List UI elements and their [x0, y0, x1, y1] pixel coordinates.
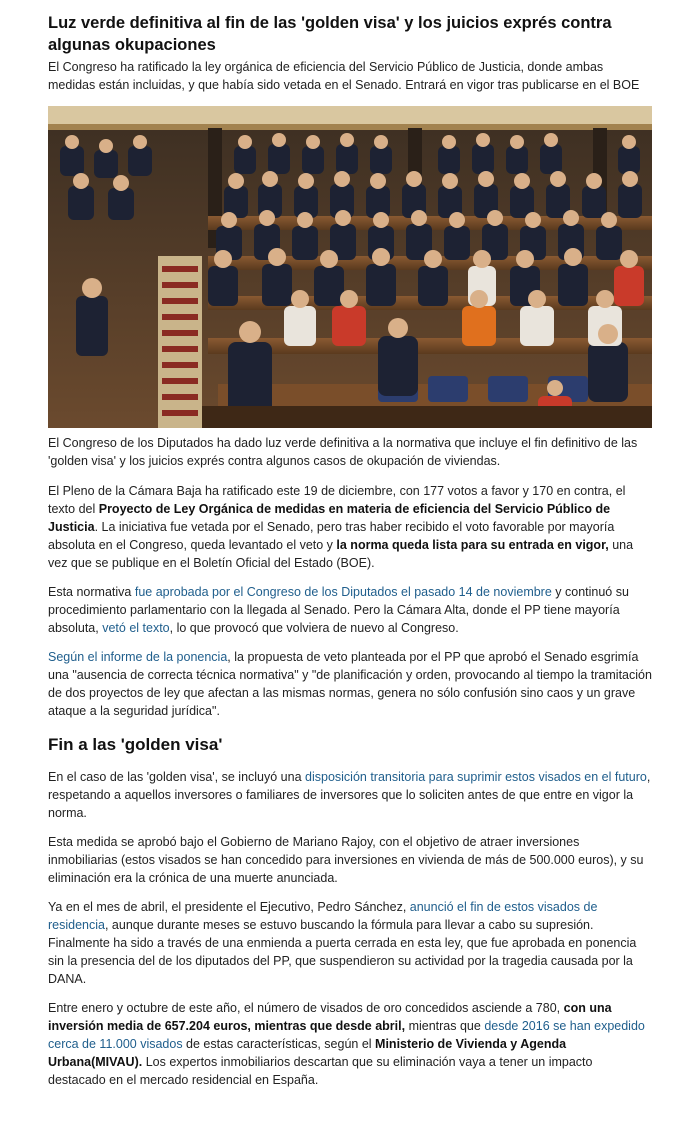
paragraph-1 — [48, 482, 652, 572]
paragraph-2 — [48, 583, 652, 637]
parliament-photo-illustration — [48, 106, 652, 428]
paragraph-4 — [48, 768, 652, 822]
paragraph-6 — [48, 898, 652, 988]
p3-text-1: , la propuesta de veto planteada por el PP que aprobó el Senado esgrimía una "ausencia de correcta técnica normativa" y "de planificación y orden, provocando al tiempo la tramitación de dos proyectos de ley que afectan a las mismas normas, genera no sólo confusión sino caos y un grave ataque a la seguridad jurídica". — [48, 650, 652, 718]
p6-text-1: Ya en el mes de abril, el presidente el Ejecutivo, Pedro Sánchez, — [48, 900, 410, 914]
p7-bold-1: con una inversión media de 657.204 euros, mientras que desde abril, — [48, 1001, 612, 1033]
p4-text-1: En el caso de las 'golden visa', se incluyó una — [48, 770, 306, 784]
article-headline: Luz verde definitiva al fin de las 'golden visa' y los juicios exprés contra algunas okupaciones — [48, 14, 612, 54]
link-disposicion-transitoria[interactable]: disposición transitoria para suprimir estos visados en el futuro — [305, 770, 647, 784]
link-veto-texto[interactable]: vetó el texto — [102, 621, 170, 635]
p1-text-3: una vez que se publique en el Boletín Oficial del Estado (BOE). — [48, 538, 634, 570]
paragraph-5 — [48, 833, 652, 887]
p7-bold-2: Ministerio de Vivienda y Agenda Urbana(MIVAU). — [48, 1037, 567, 1069]
p7-text-1: Entre enero y octubre de este año, el número de visados de oro concedidos asciende a 780, — [48, 1001, 564, 1015]
p5-text-1: Esta medida se aprobó bajo el Gobierno de Mariano Rajoy, con el objetivo de atraer inversiones inmobiliarias (estos visados se han concedido para inversiones en vivienda de más de 500.000 euros), y su eliminación era la crónica de una muerte anunciada. — [48, 835, 644, 885]
p1-text-2: . La iniciativa fue vetada por el Senado, pero tras haber recibido el voto favorable por mayoría absoluta en el Congreso, queda levantado el veto y — [48, 520, 615, 552]
p2-text-2: y continuó su procedimiento parlamentario con la llegada al Senado. Pero la Cámara Alta, donde el PP tiene mayoría absoluta, — [48, 585, 629, 635]
article — [48, 0, 652, 1089]
article-lead: El Congreso ha ratificado la ley orgánica de eficiencia del Servicio Público de Justicia, donde ambas medidas están incluidas, y que había sido vetada en el Senado. Entrará en vigor tras publicarse en el BOE — [48, 60, 640, 92]
p7-text-2: mientras que — [405, 1019, 485, 1033]
p1-bold-1: Proyecto de Ley Orgánica de medidas en materia de eficiencia del Servicio Público de Justicia — [48, 502, 611, 534]
section-title: Fin a las 'golden visa' — [48, 735, 223, 754]
paragraph-7 — [48, 999, 652, 1089]
paragraph-3 — [48, 648, 652, 720]
p1-bold-2: la norma queda lista para su entrada en vigor, — [336, 538, 609, 552]
p7-text-3: de estas características, según el — [182, 1037, 376, 1051]
article-photo — [48, 106, 652, 428]
p1-text-1: El Pleno de la Cámara Baja ha ratificado este 19 de diciembre, con 177 votos a favor y 170 en contra, el texto del — [48, 484, 626, 516]
p6-text-2: , aunque durante meses se estuvo buscando la fórmula para llevar a cabo su supresión. Finalmente ha sido a través de una enmienda a puerta cerrada en esta ley, que fue aprobada en ponencia sin la presencia del de los diputados del PP, que suspendieron su actividad por la tragedia causada por la DANA. — [48, 918, 637, 986]
photo-caption: El Congreso de los Diputados ha dado luz verde definitiva a la normativa que incluye el fin definitivo de las 'golden visa' y los juicios exprés contra algunos casos de okupación de viviendas. — [48, 436, 638, 468]
p2-text-3: , lo que provocó que volviera de nuevo al Congreso. — [169, 621, 459, 635]
p4-text-2: , respetando a aquellos inversores o familiares de inversores que lo soliciten antes de que entre en vigor la norma. — [48, 770, 651, 820]
link-informe-ponencia[interactable]: Según el informe de la ponencia — [48, 650, 228, 664]
p7-text-4: Los expertos inmobiliarios descartan que su eliminación vaya a tener un impacto destacado en el mercado residencial en España. — [48, 1055, 593, 1087]
link-fin-visados[interactable]: anunció el fin de estos visados de residencia — [48, 900, 598, 932]
link-visados-2016[interactable]: desde 2016 se han expedido cerca de 11.000 visados — [48, 1019, 645, 1051]
p2-text-1: Esta normativa — [48, 585, 135, 599]
link-aprobada-congreso[interactable]: fue aprobada por el Congreso de los Diputados el pasado 14 de noviembre — [134, 585, 552, 599]
